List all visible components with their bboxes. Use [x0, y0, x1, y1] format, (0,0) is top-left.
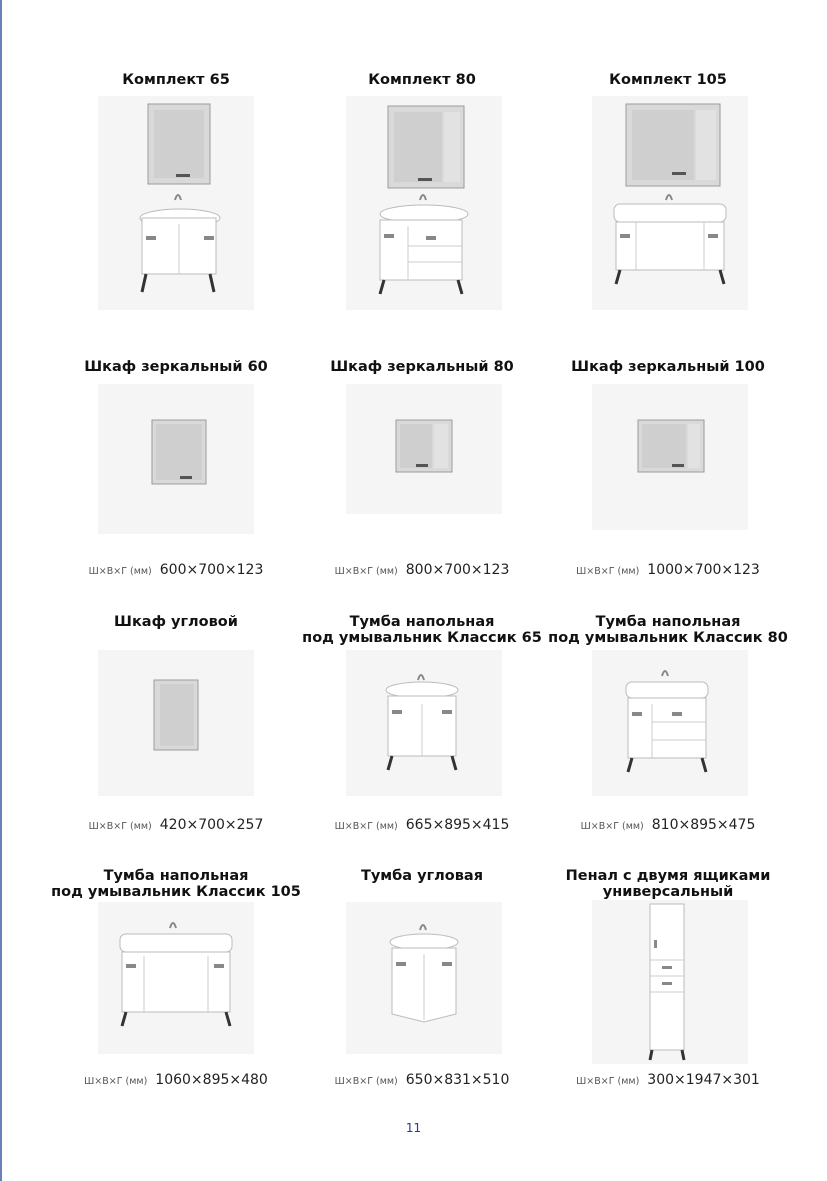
dims-value: 665×895×415 [405, 817, 510, 833]
dims-label: Ш×В×Г (мм) [334, 821, 398, 832]
item-title: Комплект 65 [122, 72, 230, 88]
title-line: Пенал с двумя ящиками [565, 868, 771, 884]
dims-value: 800×700×123 [405, 562, 510, 578]
dims-label: Ш×В×Г (мм) [334, 1076, 398, 1087]
set-105-photo [592, 96, 748, 310]
dims-value: 650×831×510 [405, 1072, 510, 1088]
set-80-photo [346, 96, 502, 310]
mirror-cabinet-100-photo [592, 384, 748, 530]
item-title: Шкаф зеркальный 80 [330, 359, 514, 375]
title-line: под умывальник Классик 105 [51, 884, 301, 900]
item-dimensions [292, 1069, 552, 1088]
dims-value: 600×700×123 [159, 562, 264, 578]
item-title [46, 868, 306, 900]
dims-value: 810×895×475 [651, 817, 756, 833]
item-title: Комплект 105 [609, 72, 727, 88]
tall-cabinet-photo [592, 900, 748, 1064]
item-dimensions [292, 814, 552, 833]
item-dimensions [538, 559, 798, 578]
item-title: Тумба угловая [360, 868, 484, 884]
item-dimensions [46, 814, 306, 833]
item-title [538, 868, 798, 900]
corner-vanity-photo [346, 902, 502, 1054]
dims-label: Ш×В×Г (мм) [334, 566, 398, 577]
page-edge [0, 0, 2, 1181]
title-line: Тумба напольная [103, 868, 249, 884]
dims-label: Ш×В×Г (мм) [88, 566, 152, 577]
page-number: 11 [405, 1121, 422, 1135]
item-dimensions [46, 559, 306, 578]
dims-value: 300×1947×301 [647, 1072, 760, 1088]
set-65-photo [98, 96, 254, 310]
dims-label: Ш×В×Г (мм) [88, 821, 152, 832]
title-line: под умывальник Классик 65 [302, 630, 542, 646]
dims-label: Ш×В×Г (мм) [580, 821, 644, 832]
mirror-cabinet-60-photo [98, 384, 254, 534]
dims-value: 1060×895×480 [155, 1072, 268, 1088]
title-line: универсальный [602, 884, 734, 900]
item-title [292, 614, 552, 646]
dims-value: 1000×700×123 [647, 562, 760, 578]
item-title: Шкаф угловой [114, 614, 238, 630]
item-title: Шкаф зеркальный 60 [84, 359, 268, 375]
item-title [538, 614, 798, 646]
dims-label: Ш×В×Г (мм) [576, 566, 640, 577]
corner-cabinet-photo [98, 650, 254, 796]
item-dimensions [538, 814, 798, 833]
vanity-classic-80-photo [592, 650, 748, 796]
dims-value: 420×700×257 [159, 817, 264, 833]
item-dimensions [292, 559, 552, 578]
item-title: Комплект 80 [368, 72, 476, 88]
title-line: Тумба напольная [595, 614, 741, 630]
title-line: Тумба напольная [349, 614, 495, 630]
item-title: Шкаф зеркальный 100 [571, 359, 765, 375]
item-dimensions [46, 1069, 306, 1088]
title-line: под умывальник Классик 80 [548, 630, 788, 646]
vanity-classic-105-photo [98, 902, 254, 1054]
dims-label: Ш×В×Г (мм) [576, 1076, 640, 1087]
mirror-cabinet-80-photo [346, 384, 502, 514]
vanity-classic-65-photo [346, 650, 502, 796]
dims-label: Ш×В×Г (мм) [84, 1076, 148, 1087]
item-dimensions [538, 1069, 798, 1088]
